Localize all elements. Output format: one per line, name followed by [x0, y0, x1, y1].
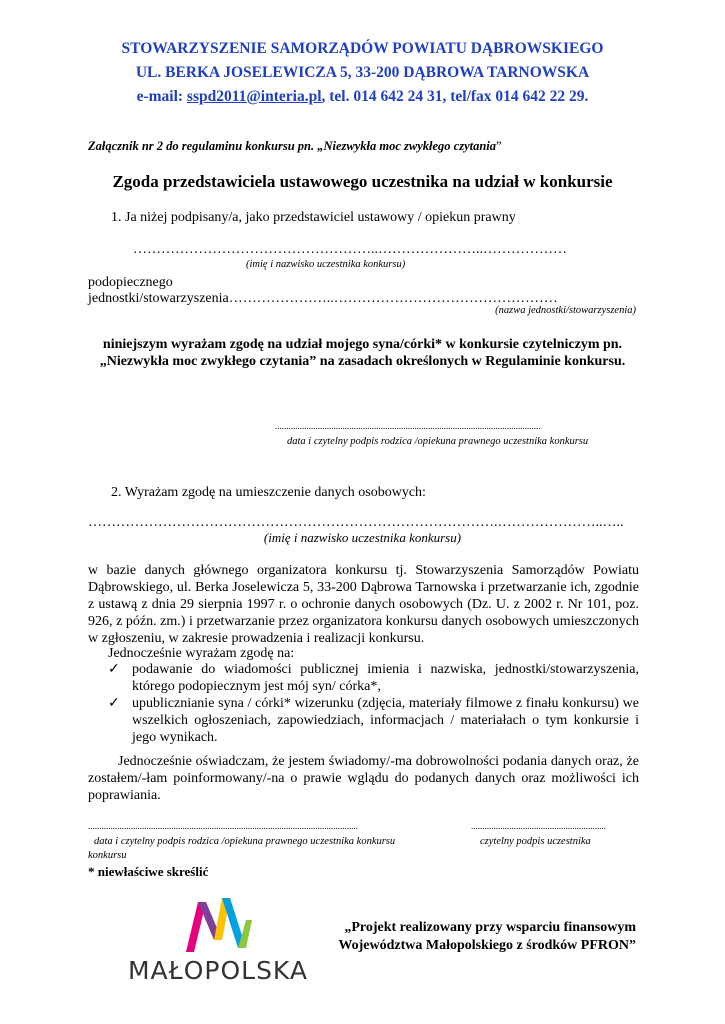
malopolska-logo-text: MAŁOPOLSKA: [127, 956, 308, 985]
annex-note: [88, 139, 502, 154]
participant-signature-caption: czytelny podpis uczestnika: [480, 836, 591, 847]
phones: , tel. 014 642 24 31, tel/fax 014 642 22 29.: [321, 88, 589, 105]
project-line-1: „Projekt realizowany przy wsparciu finansowym: [344, 920, 636, 935]
parent-signature-line-1[interactable]: ......................................................................................................................: [275, 421, 541, 431]
item-2: 2. Wyrażam zgodę na umieszczenie danych osobowych:: [111, 485, 426, 500]
malopolska-logo: [118, 890, 318, 1000]
email-prefix: e-mail:: [136, 88, 187, 105]
bullet-text: podawanie do wiadomości publicznej imienia i nazwiska, jednostki/stowarzyszenia, którego podopiecznym jest mój syn/ córka*,: [132, 662, 639, 694]
bullet-item: [108, 695, 639, 746]
parent-signature-caption-cont: konkursu: [88, 850, 127, 861]
malopolska-logo-mark: [118, 890, 318, 960]
org-contact: [0, 86, 725, 108]
checkmark-icon: ✓: [108, 696, 120, 711]
org-name: STOWARZYSZENIE SAMORZĄDÓW POWIATU DĄBROWSKIEGO: [121, 40, 604, 57]
also-consent-label: Jednocześnie wyrażam zgodę na:: [108, 646, 295, 661]
consent-line-1: niniejszym wyrażam zgodę na udział mojego syna/córki* w konkursie czytelniczym pn.: [102, 337, 623, 352]
project-line-2: Województwa Małopolskiego z środków PFRON”: [338, 938, 636, 953]
name-field-1[interactable]: ……………………………………………..…………………..………………: [133, 242, 567, 257]
declaration-paragraph: Jednocześnie oświadczam, że jestem świadomy/-ma dobrowolności podania danych oraz, że zostałem/-łam poinformowany/-na o prawie wglądu do podanych danych oraz możliwości ich poprawiania.: [88, 754, 639, 803]
name-field-2[interactable]: …………………………………………………………………………….…………………..…..: [88, 515, 624, 530]
consent-line-2: „Niezwykła moc zwykłego czytania” na zasadach określonych w Regulaminie konkursu.: [99, 354, 626, 369]
org-address: UL. BERKA JOSELEWICZA 5, 33-200 DĄBROWA TARNOWSKA: [135, 64, 590, 81]
data-processing-paragraph: w bazie danych głównego organizatora konkursu tj. Stowarzyszenia Samorządów Powiatu Dąbrowskiego, ul. Berka Joselewicza 5, 33-200 Dąbrowa Tarnowska i przetwarzanie ich, zgodnie z ustawą z dnia 29 sierpnia 1997 r. o ochronie danych osobowych (Dz. U. z 2002 r. Nr 101, poz. 926, z późn. zm.) i przetwarzanie przez organizatora konkursu danych osobowych umieszczonych w zgłoszeniu, w zakresie prowadzenia i realizacji konkursu.: [88, 563, 639, 646]
parent-signature-line-2[interactable]: ........................................................................................................................: [88, 821, 358, 831]
project-note: [338, 919, 636, 955]
bullet-item: [108, 661, 639, 695]
participant-signature-line[interactable]: ............................................................: [471, 821, 606, 831]
item-1: 1. Ja niżej podpisany/a, jako przedstawiciel ustawowy / opiekun prawny: [111, 210, 516, 225]
email-link[interactable]: sspd2011@interia.pl: [186, 88, 322, 105]
checkmark-icon: ✓: [108, 662, 120, 677]
ward-label: podopiecznego: [88, 275, 173, 290]
bullet-list: [108, 661, 639, 746]
annex-close-quote: ”: [496, 139, 502, 153]
name-caption-1: (imię i nazwisko uczestnika konkursu): [246, 259, 406, 270]
consent-statement: [0, 336, 725, 370]
bullet-text: upublicznianie syna / córki* wizerunku (zdjęcia, materiały filmowe z finału konkursu) we wszelkich ogłoszeniach, zapowiedziach, informacjach / materiałach o tym konkursie i jego wynikach.: [132, 696, 639, 745]
name-caption-2: (imię i nazwisko uczestnika konkursu): [263, 530, 462, 545]
parent-signature-caption-2: data i czytelny podpis rodzica /opiekuna prawnego uczestnika konkursu: [94, 836, 396, 847]
footnote: * niewłaściwe skreślić: [88, 864, 209, 879]
unit-caption: (nazwa jednostki/stowarzyszenia): [495, 305, 636, 316]
page-title: Zgoda przedstawiciela ustawowego uczestnika na udział w konkursie: [112, 172, 613, 191]
unit-field[interactable]: jednostki/stowarzyszenia…………………..…………………………………………: [88, 291, 558, 306]
parent-signature-caption-1: data i czytelny podpis rodzica /opiekuna prawnego uczestnika konkursu: [287, 436, 589, 447]
annex-text: Załącznik nr 2 do regulaminu konkursu pn. „Niezwykła moc zwykłego czytania: [88, 139, 497, 153]
